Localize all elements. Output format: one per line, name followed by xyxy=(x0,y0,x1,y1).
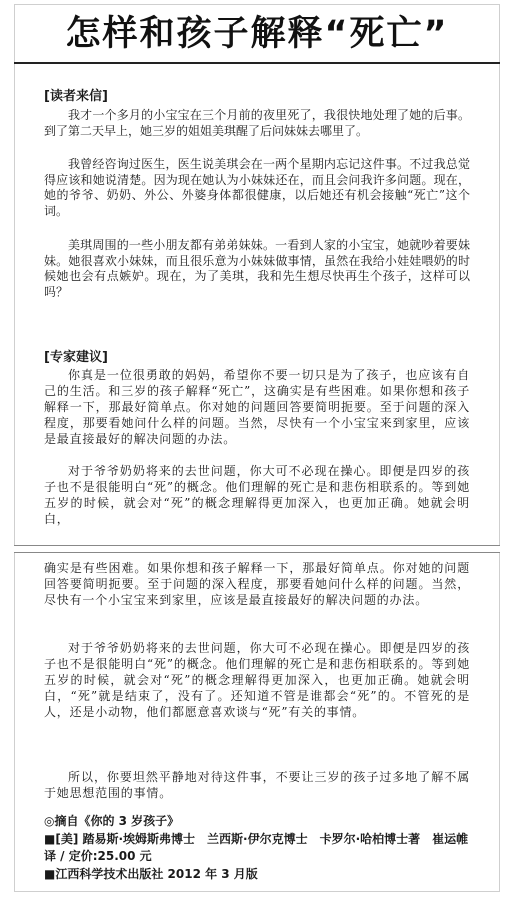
expert-advice-paragraph-4: 对于爷爷奶奶将来的去世问题，你大可不必现在操心。即便是四岁的孩子也不是很能明白“死”的概念。他们理解的死亡是和悲伤相联系的。等到她五岁的时候，就会对“死”的概念理解得更加深入，也更加正确。她就会明白，“死”就是结束了，没有了。还知道不管是谁都会“死”的。不管死的是人，还是小动物，他们都愿意喜欢谈与“死”有关的事情。 xyxy=(44,641,470,719)
expert-advice-paragraph-5: 所以，你要坦然平静地对待这件事，不要让三岁的孩子过多地了解不属于她思想范围的事情。 xyxy=(44,770,470,800)
title-rule xyxy=(14,62,500,64)
reader-letter-paragraph-1: 我才一个多月的小宝宝在三个月前的夜里死了，我很快地处理了她的后事。到了第二天早上，她三岁的姐姐美琪醒了后问妹妹去哪里了。 xyxy=(44,108,470,138)
expert-advice-paragraph-2: 对于爷爷奶奶将来的去世问题，你大可不必现在操心。即便是四岁的孩子也不是很能明白“死”的概念。他们理解的死亡是和悲伤相联系的。等到她五岁的时候，就会对“死”的概念理解得更加深入，也更加正确。她就会明白， xyxy=(44,464,470,526)
reader-letter-heading: [读者来信] xyxy=(44,89,108,104)
reader-letter-paragraph-3: 美琪周围的一些小朋友都有弟弟妹妹。一看到人家的小宝宝，她就吵着要妹妹。她很喜欢小妹妹，而且很乐意为小妹妹做事情，虽然在我给小娃娃喂奶的时候她也会有点嫉妒。现在，为了美琪，我和先生想尽快再生个孩子，这样可以吗？ xyxy=(44,238,470,300)
reader-letter-paragraph-2: 我曾经咨询过医生，医生说美琪会在一两个星期内忘记这件事。不过我总觉得应该和她说清楚。因为现在她认为小妹妹还在，而且会问我许多问题。现在，她的爷爷、奶奶、外公、外婆身体都很健康，以后她还有机会接触“死亡”这个词。 xyxy=(44,157,470,219)
source-publisher: ■江西科学技术出版社 2012 年 3 月版 xyxy=(44,867,258,881)
expert-advice-heading: [专家建议] xyxy=(44,350,108,365)
expert-advice-paragraph-1: 你真是一位很勇敢的妈妈，希望你不要一切只是为了孩子，也应该有自己的生活。和三岁的孩子解释“死亡”，这确实是有些困难。如果你想和孩子解释一下，那最好简单点。你对她的问题回答要简明扼要。至于问题的深入程度，那要看她问什么样的问题。当然，尽快有一个小宝宝来到家里，应该是最直接最好的解决问题的办法。 xyxy=(44,368,470,446)
page-splice-divider xyxy=(14,545,500,553)
expert-advice-paragraph-3: 确实是有些困难。如果你想和孩子解释一下，那最好简单点。你对她的问题回答要简明扼要。至于问题的深入程度，那要看她问什么样的问题。当然，尽快有一个小宝宝来到家里，应该是最直接最好的解决问题的办法。 xyxy=(44,561,470,607)
source-authors-price: ■[美] 踏易斯·埃姆斯弗博士 兰西斯·伊尔克博士 卡罗尔·哈柏博士著 崔运帷译 / 定价:25.00 元 xyxy=(44,832,469,863)
article-title: 怎样和孩子解释“死亡” xyxy=(65,14,449,54)
source-book-title: ◎摘自《你的 3 岁孩子》 xyxy=(44,814,180,828)
